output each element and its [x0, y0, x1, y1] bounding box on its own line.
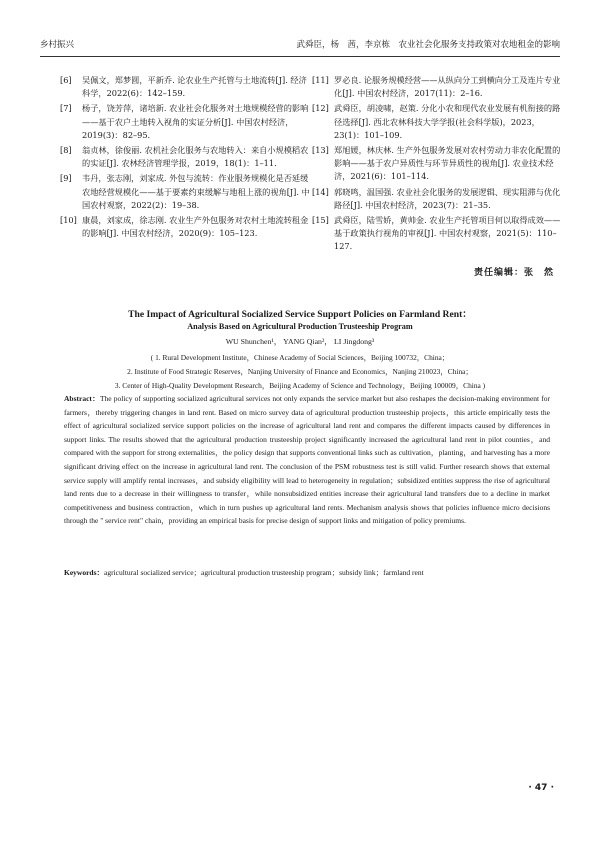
reference-text: 郑旭媛，林庆林. 生产外包服务发展对农村劳动力非农化配置的影响——基于农户异质性与环节异质性的视角[J]. 农业技术经济，2021(6)：101–114. [334, 145, 561, 182]
affiliation-2: 2. Institute of Food Strategic Reserves，Nanjing University of Finance and Economics，Nanjing 210023，China； [127, 367, 473, 376]
reference-item [60, 74, 310, 100]
reference-text: 翁贞林，徐俊丽. 农机社会化服务与农地转入：来自小规模稻农的实证[J]. 农林经济管理学报，2019，18(1)：1–11. [82, 145, 309, 169]
reference-text: 武舜臣，陆雪娇，黄帅金. 农业生产托管项目何以取得成效——基于政策执行视角的审视[J]. 中国农村观察，2021(5)：110–127. [334, 215, 561, 252]
reference-number: [7] [60, 103, 72, 114]
reference-item [60, 172, 310, 212]
reference-number: [6] [60, 75, 72, 85]
reference-text: 武舜臣，胡凌啸，赵策. 分化小农和现代农业发展有机衔接的路径选择[J]. 西北农林科技大学学报(社会科学版)，2023，23(1)：101–109. [334, 103, 561, 140]
reference-item [312, 74, 562, 100]
reference-number: [12] [312, 103, 329, 114]
english-keywords [64, 567, 550, 578]
reference-item [312, 214, 562, 254]
reference-text: 韦丹，张志刚，刘家成. 外包与流转：作业服务规模化是否延缓农地经营规模化——基于要素约束缓解与地租上涨的视角[J]. 中国农村观察，2022(2)：19–38. [82, 173, 310, 210]
reference-number: [11] [312, 75, 329, 85]
reference-text: 康晨，刘家成，徐志刚. 农业生产外包服务对农村土地流转租金的影响[J]. 中国农村经济，2020(9)：105–123. [82, 215, 309, 239]
english-abstract [64, 392, 550, 528]
references-left-column [60, 74, 310, 242]
reference-number: [8] [60, 145, 72, 156]
abstract-label: Abstract： [64, 394, 100, 403]
english-authors: WU Shunchen¹， YANG Qian²， LI Jingdong³ [225, 337, 375, 346]
reference-item [312, 102, 562, 142]
reference-number: [9] [60, 173, 72, 184]
english-title: The Impact of Agricultural Socialized Service Support Policies on Farmland Rent： [128, 309, 472, 320]
reference-item [60, 144, 310, 170]
keywords-label: Keywords： [64, 568, 104, 577]
reference-text: 罗必良. 论服务规模经营——从纵向分工到横向分工及连片专业化[J]. 中国农村经济，2017(11)：2–16. [334, 75, 561, 99]
english-subtitle: Analysis Based on Agricultural Production Trusteeship Program [187, 322, 413, 331]
reference-text: 杨子，饶芳萍，诸培新. 农业社会化服务对土地规模经营的影响——基于农户土地转入视角的实证分析[J]. 中国农村经济，2019(3)：82–95. [82, 103, 309, 140]
reference-number: [15] [312, 215, 329, 226]
references-right-column [312, 74, 562, 256]
page-number: · 47 · [528, 783, 554, 793]
reference-item [312, 186, 562, 212]
journal-section-label: 乡村振兴 [40, 40, 75, 50]
article-header-authors-title: 武舜臣，杨 茜，李京栋 农业社会化服务支持政策对农地租金的影响 [296, 40, 560, 50]
header-divider [40, 56, 560, 57]
reference-number: [10] [60, 215, 77, 226]
abstract-text: The policy of supporting socialized agricultural services not only expands the service market but also reshapes the decision-making environment for farmers，thereby triggering changes in land rent. Based on micro survey data of agricultural production trusteeship projects，this article empirically tests the effect of agricultural socialized service support policies on the increase of agricultural land rent and compares the different impacts caused by differences in support links. The results showed that the agricultural production trusteeship project significantly increased the agricultural land rent in pilot counties，and compared with the support for strong externalities，the policy design that supports conventional links such as cultivation，planting，and harvesting has a more significant driving effect on the increase in agricultural land rent. The conclusion of the PSM robustness test is still valid. Further research shows that external service supply will amplify rental increases，and subsidy eligibility will lead to heterogeneity in regulation；subsidized entities suppress the rise of agricultural land rents due to a decrease in their willingness to transfer，while nonsubsidized entities increase their agricultural land transfers due to a decline in market competitiveness and business contraction，which in turn pushes up agricultural land rents. Mechanism analysis shows that policies influence micro decisions through the " service rent" chain，providing an empirical basis for precise design of support links and mitigation of policy premiums. [64, 394, 550, 526]
reference-number: [13] [312, 145, 329, 156]
reference-text: 吴佩文，郑梦圆，平新乔. 论农业生产托管与土地流转[J]. 经济科学，2022(6)：142–159. [82, 75, 307, 99]
reference-item [60, 214, 310, 240]
reference-text: 郭晓鸣，温国强. 农业社会化服务的发展逻辑、现实阻滞与优化路径[J]. 中国农村经济，2023(7)：21–35. [334, 186, 561, 210]
reference-number: [14] [312, 186, 329, 197]
reference-item [60, 102, 310, 142]
affiliation-1: ( 1. Rural Development Institute，Chinese Academy of Social Sciences，Beijing 100732，China； [150, 353, 450, 362]
affiliation-3: 3. Center of High-Quality Development Research，Beijing Academy of Science and Technology，Beijing 100009，China ) [114, 381, 486, 390]
reference-item [312, 144, 562, 184]
responsible-editor: 责任编辑：张 然 [473, 268, 554, 278]
running-header [40, 38, 560, 52]
keywords-text: agricultural socialized service；agricultural production trusteeship program；subsidy link；farmland rent [104, 568, 424, 577]
